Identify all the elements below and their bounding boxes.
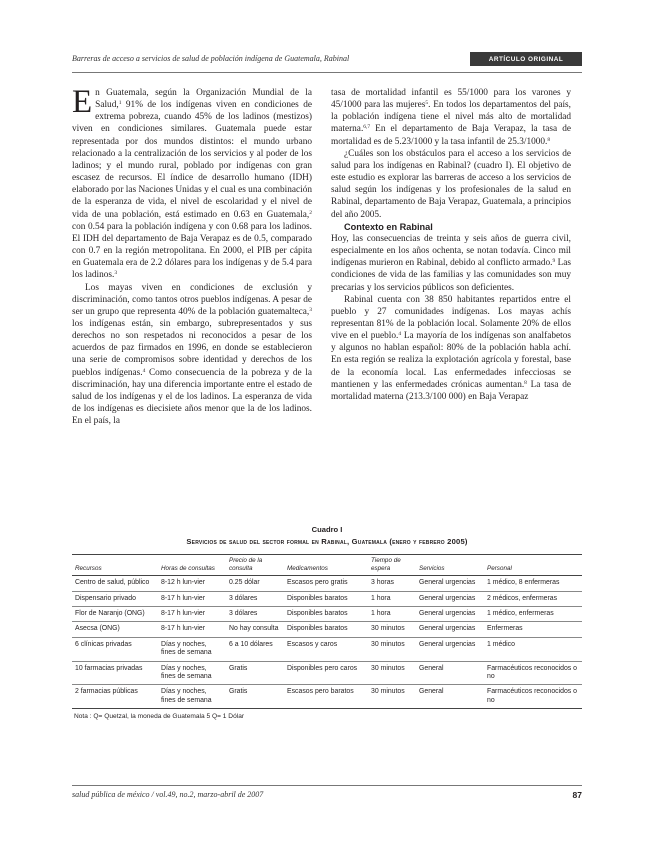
table-title: Servicios de salud del sector formal en Rabinal, Guatemala (enero y febrero 2005) xyxy=(186,537,468,546)
drop-cap: E xyxy=(72,84,93,120)
column-header: Precio de la consulta xyxy=(229,557,263,572)
table-cell: Disponibles baratos xyxy=(287,610,348,617)
table-cell: Disponibles baratos xyxy=(287,594,348,602)
table-cell: 2 médicos, enfermeras xyxy=(487,594,558,602)
running-head xyxy=(72,52,582,68)
table-cell: Días y noches, fines de semana xyxy=(161,688,212,704)
table-row xyxy=(72,637,582,661)
table-cell: Asecsa (ONG) xyxy=(75,625,120,633)
reference-mark: 3 xyxy=(114,270,118,277)
table-cell: 1 hora xyxy=(371,594,391,602)
table-cell: 30 minutos xyxy=(371,664,405,672)
table-note: Nota : Q= Quetzal, la moneda de Guatemala 5 Q= 1 Dólar xyxy=(74,713,245,721)
table-cell: General urgencias xyxy=(419,640,476,648)
table-body xyxy=(72,576,582,709)
column-header: Recursos xyxy=(75,564,102,572)
table-cell: 30 minutos xyxy=(371,688,405,696)
table-cell: General urgencias xyxy=(419,579,476,587)
column-header: Servicios xyxy=(419,564,445,572)
table-cell: 0.25 dólar xyxy=(229,579,260,587)
reference-mark: 1 xyxy=(118,100,122,107)
table-header-row xyxy=(72,555,582,576)
table-cell: Disponibles pero caros xyxy=(287,664,358,672)
table-cell: Farmacéuticos reconocidos o no xyxy=(487,664,578,681)
maya-paragraph: Los mayas viven en condiciones de exclusión y discriminación, como tantos otros pueblos indígenas. A pesar de ser un grupo que representa 40% de la población guatemalteca,$^3$ los indígenas están, sin embargo, subrepresentados y sus derechos no son respetados ni reconocidos a pesar de los acuerdos de paz firmados en 1996, en donde se establecieron una serie de compromisos sobre identidad y derechos de los pueblos indígenas.$^4$ Como consecuencia de la pobreza y de la discriminación, hay una diferencia importante entre el estado de salud de los indígenas y el de los ladinos. La esperanza de vida de los indígenas es diecisiete años menor que la de los ladinos. En el país, la xyxy=(72,282,313,427)
reference-mark: 8 xyxy=(524,379,527,386)
page-number: 87 xyxy=(572,790,582,800)
intro-paragraph: En Guatemala, según la Organización Mundial de la Salud,$^1$ 91% de los indígenas viven en condiciones de extrema pobreza, cuando 45% de los ladinos (mestizos) viven en condiciones similares. Guatemala puede estar representada por dos mundos distintos: el mundo urbano relacionado a la centralización de los servicios y al poder de los ladinos; y el mundo rural, poblado por indígenas con gran escasez de recursos. El índice de desarrollo humano (IDH) elaborado por las Naciones Unidas y el cual es una combinación de la esperanza de vida, el nivel de escolaridad y el nivel de vida de una población, está estimado en 0.63 en Guatemala,$^2$ con 0.54 para la población indígena y con 0.68 para los ladinos. El IDH del departamento de Baja Verapaz es de 0.5, comparado con 0.7 en la región metropolitana. En 2000, el PIB per cápita en Guatemala era de 2.2 dólares para los indígenas y de 5.4 para los ladinos.$^3$ xyxy=(72,84,312,281)
table-cell: Dispensario privado xyxy=(75,594,136,602)
table-cell: General urgencias xyxy=(419,610,476,617)
context-paragraph: Hoy, las consecuencias de treinta y seis años de guerra civil, especialmente en los años ochenta, se notan todavía. Cinco mil indígenas murieron en Rabinal, debido al conflicto armado.$^9$ Las condiciones de vida de las familias y las comunidades son muy precarias y los servicios públicos son deficientes. xyxy=(331,233,571,293)
footer-rule xyxy=(72,785,582,786)
table-cell: Gratis xyxy=(229,664,248,672)
table-cell: General xyxy=(419,688,444,696)
table-cell: Enfermeras xyxy=(487,625,523,633)
reference-mark: 4 xyxy=(142,367,146,374)
table-cell: 8-17 h lun-vier xyxy=(161,610,206,617)
services-table xyxy=(72,554,582,709)
services-table-block xyxy=(72,525,582,720)
column-header: Horas de consultas xyxy=(161,564,215,572)
population-paragraph: Rabinal cuenta con 38 850 habitantes repartidos entre el pueblo y 27 comunidades indígenas. Los mayas achís representan 81% de la población local. Solamente 20% de ellos vive en el pueblo.$^4$ La mayoría de los indígenas son analfabetos y algunos no hablan español: 80% de la población habla achí. En esta región se realiza la explotación agrícola y forestal, base de la economía local. Las enfermedades infecciosas se mantienen y las enfermedades crónicas aumentan.$^8$ La tasa de mortalidad materna (213.3/100 000) en Baja Verapaz xyxy=(331,294,572,402)
column-header: Personal xyxy=(487,564,512,572)
table-cell: 6 clínicas privadas xyxy=(75,640,132,648)
running-title: Barreras de acceso a servicios de salud de población indígena de Guatemala, Rabinal xyxy=(72,54,350,63)
table-cell: Escasos y caros xyxy=(287,640,338,648)
reference-mark: 2 xyxy=(309,209,312,216)
mortality-paragraph: tasa de mortalidad infantil es 55/1000 para los varones y 45/1000 para las mujeres$^5$. En todos los departamentos del país, la población indígena tiene el nivel más alto de mortalidad materna.$^{6,7}$ En el departamento de Baja Verapaz, la tasa de mortalidad es de 5.23/1000 y la tasa infantil de 25.3/1000.$^8$ xyxy=(331,88,572,147)
table-row xyxy=(72,622,582,637)
table-cell: 3 dólares xyxy=(229,610,258,617)
table-cell: No hay consulta xyxy=(229,625,279,633)
table-cell: Centro de salud, público xyxy=(75,579,150,587)
table-cell: General urgencias xyxy=(419,625,476,633)
table-label: Cuadro I xyxy=(311,525,343,534)
reference-mark: 4 xyxy=(398,331,402,338)
table-cell: Escasos pero gratis xyxy=(287,579,348,587)
table-cell: Farmacéuticos reconocidos o no xyxy=(487,688,578,704)
column-header: Tiempo de espera xyxy=(371,557,401,572)
table-row xyxy=(72,607,582,622)
section-tag: ARTÍCULO ORIGINAL xyxy=(470,52,582,66)
section-heading: Contexto en Rabinal xyxy=(344,221,433,232)
table-cell: 1 médico, 8 enfermeras xyxy=(487,579,560,587)
table-cell: 2 farmacias públicas xyxy=(75,688,138,696)
table-cell: 6 a 10 dólares xyxy=(229,640,273,648)
table-cell: 8-17 h lun-vier xyxy=(161,625,206,633)
header-rule xyxy=(72,72,582,73)
table-row xyxy=(72,685,582,709)
reference-mark: 8 xyxy=(547,136,551,143)
table-cell: Flor de Naranjo (ONG) xyxy=(75,610,145,617)
table-cell: General xyxy=(419,664,444,672)
reference-mark: 9 xyxy=(552,258,556,265)
right-column xyxy=(331,87,571,403)
footer-journal: salud pública de méxico / vol.49, no.2, marzo-abril de 2007 xyxy=(72,790,264,799)
objective-paragraph: ¿Cuáles son los obstáculos para el acceso a los servicios de salud para los indígenas en Rabinal? (cuadro I). El objetivo de este estudio es explorar las barreras de acceso a los servicios de salud según los indígenas y los profesionales de la salud en Rabinal, departamento de Baja Verapaz, Guatemala, a principios del año 2005. xyxy=(331,148,571,220)
left-column xyxy=(72,84,313,427)
table-cell: 8-17 h lun-vier xyxy=(161,594,206,602)
table-cell: Días y noches, fines de semana xyxy=(161,640,212,657)
reference-mark: 3 xyxy=(309,306,312,313)
table-cell: 1 médico, enfermeras xyxy=(487,610,554,617)
table-cell: 1 médico xyxy=(487,640,515,648)
table-cell: 1 hora xyxy=(371,610,391,617)
table-cell: Disponibles baratos xyxy=(287,625,348,633)
table-cell: 30 minutos xyxy=(371,640,405,648)
table-cell: 30 minutos xyxy=(371,625,405,633)
reference-mark: 6,7 xyxy=(363,124,371,131)
table-cell: 8-12 h lun-vier xyxy=(161,579,206,587)
table-cell: Días y noches, fines de semana xyxy=(161,664,212,681)
table-row xyxy=(72,591,582,606)
table-cell: Escasos pero baratos xyxy=(287,688,354,696)
table-row xyxy=(72,576,582,591)
column-header: Medicamentos xyxy=(287,564,328,572)
reference-mark: 5 xyxy=(425,100,429,107)
table-cell: 10 farmacias privadas xyxy=(75,664,143,672)
table-row xyxy=(72,661,582,685)
table-cell: General urgencias xyxy=(419,594,476,602)
table-cell: 3 horas xyxy=(371,579,394,587)
table-cell: Gratis xyxy=(229,688,248,696)
table-cell: 3 dólares xyxy=(229,594,258,602)
